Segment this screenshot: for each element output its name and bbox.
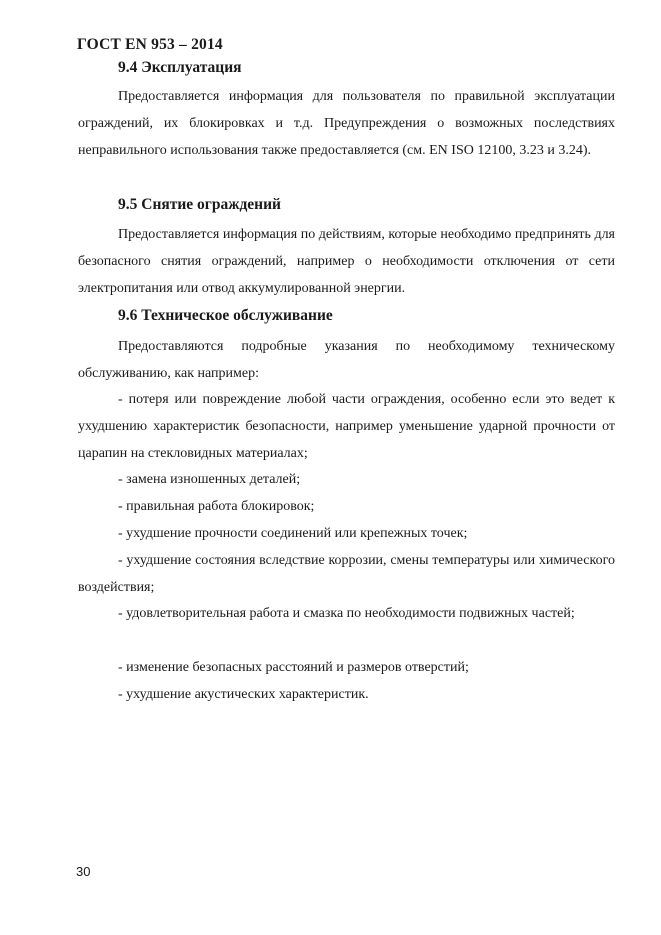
- document-header: ГОСТ EN 953 – 2014: [77, 36, 223, 53]
- list-item: - удовлетворительная работа и смазка по необходимости подвижных частей;: [118, 606, 575, 621]
- list-item: - ухудшение прочности соединений или крепежных точек;: [118, 526, 468, 541]
- section-title-9-4: 9.4 Эксплуатация: [118, 59, 242, 76]
- section-9-5-paragraph: Предоставляется информация по действиям, которые необходимо предпринять для безопасного снятия ограждений, например о необходимости отключения от сети электропитания или отвод аккумулированной энергии.: [78, 227, 615, 296]
- page-number: 30: [76, 864, 91, 879]
- list-item: - ухудшение состояния вследствие коррозии, смены температуры или химического воздействия;: [78, 553, 615, 595]
- list-item: - изменение безопасных расстояний и размеров отверстий;: [118, 660, 469, 675]
- list-item: - ухудшение акустических характеристик.: [118, 687, 369, 702]
- section-9-4-paragraph: Предоставляется информация для пользователя по правильной эксплуатации ограждений, их блокировках и т.д. Предупреждения о возможных последствиях неправильного использования также предоставляется (см. EN ISO 12100, 3.23 и 3.24).: [78, 89, 615, 158]
- section-title-9-5: 9.5 Снятие ограждений: [118, 196, 281, 213]
- list-item: - потеря или повреждение любой части ограждения, особенно если это ведет к ухудшению характеристик безопасности, например уменьшение ударной прочности от царапин на стекловидных материалах;: [78, 392, 615, 461]
- section-9-6-intro-paragraph: Предоставляются подробные указания по необходимому техническому обслуживанию, как например:: [78, 339, 615, 381]
- list-item: - правильная работа блокировок;: [118, 499, 315, 514]
- section-title-9-6: 9.6 Техническое обслуживание: [118, 307, 333, 324]
- list-item: - замена изношенных деталей;: [118, 472, 301, 487]
